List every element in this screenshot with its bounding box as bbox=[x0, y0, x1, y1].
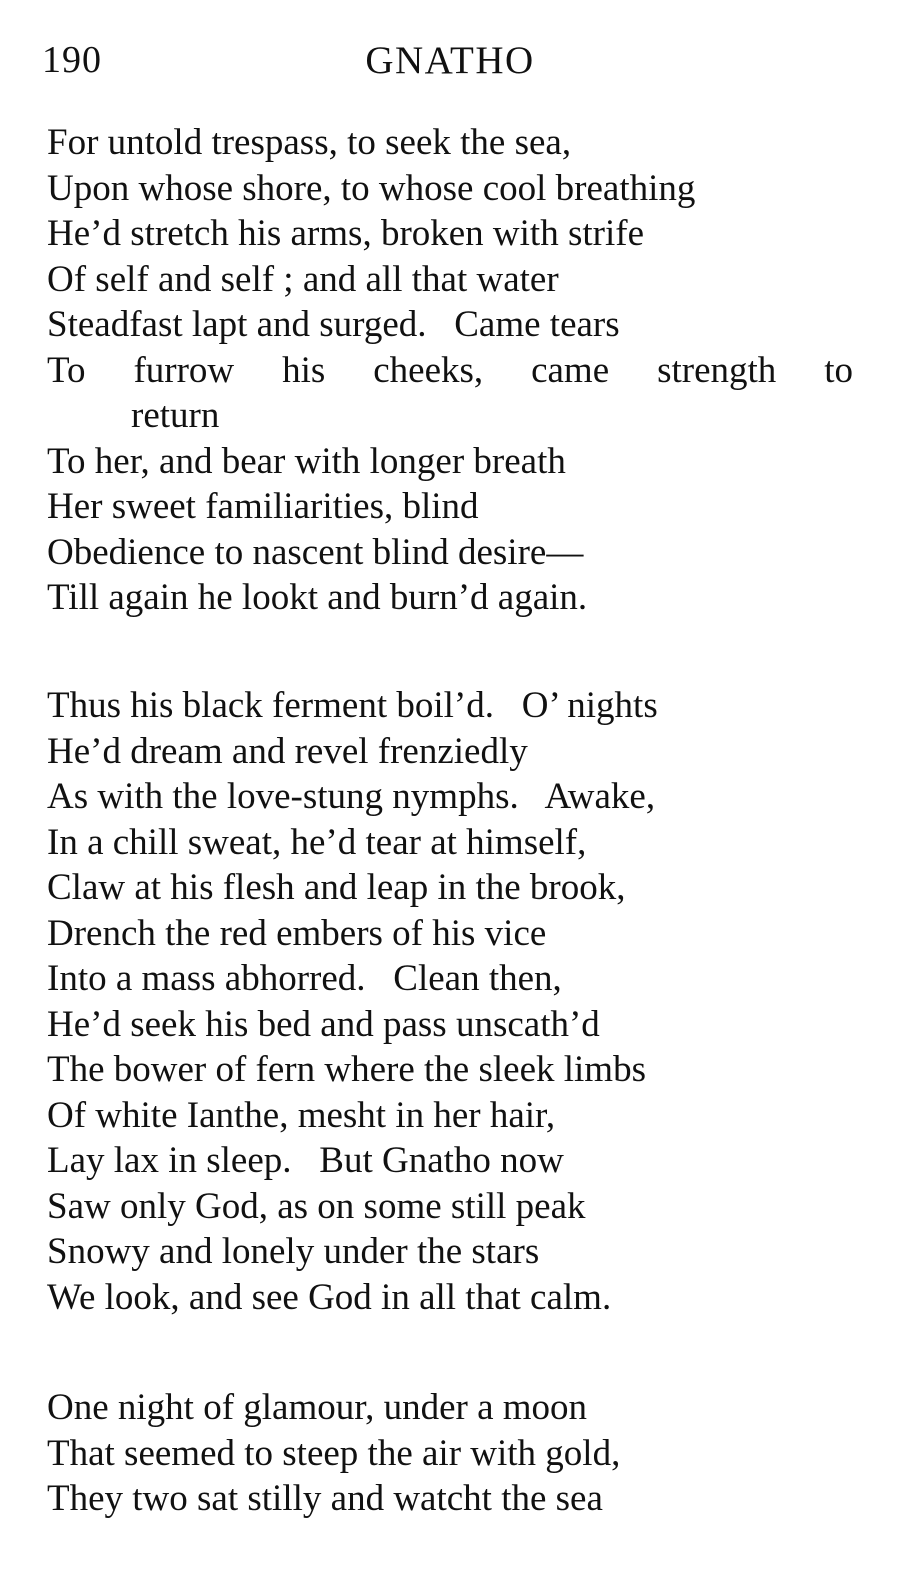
verse-line: He’d stretch his arms, broken with strife bbox=[47, 213, 644, 254]
verse-word: furrow bbox=[133, 349, 235, 391]
verse-line: Saw only God, as on some still peak bbox=[47, 1185, 586, 1227]
running-head-title: GNATHO bbox=[365, 39, 535, 82]
verse-line: He’d seek his bed and pass unscath’d bbox=[47, 1003, 600, 1045]
verse-word: cheeks, bbox=[373, 349, 484, 391]
page-number: 190 bbox=[42, 39, 102, 81]
verse-line: Snowy and lonely under the stars bbox=[47, 1231, 540, 1272]
verse-word: strength bbox=[657, 349, 777, 391]
verse-line: Thus his black ferment boil’d. O’ nights bbox=[47, 685, 658, 726]
verse-line: Claw at his flesh and leap in the brook, bbox=[47, 867, 626, 908]
verse-line: Till again he lookt and burn’d again. bbox=[47, 577, 588, 618]
verse-line: They two sat stilly and watcht the sea bbox=[47, 1478, 603, 1519]
verse-line: In a chill sweat, he’d tear at himself, bbox=[47, 821, 587, 863]
verse-line: We look, and see God in all that calm. bbox=[47, 1276, 612, 1318]
verse-line: Steadfast lapt and surged. Came tears bbox=[47, 304, 620, 345]
verse-line: Her sweet familiarities, blind bbox=[47, 486, 479, 527]
verse-line: The bower of fern where the sleek limbs bbox=[47, 1049, 646, 1090]
verse-line: That seemed to steep the air with gold, bbox=[47, 1432, 621, 1474]
verse-word: to bbox=[824, 349, 853, 391]
verse-word: To bbox=[47, 349, 86, 391]
verse-line: Lay lax in sleep. But Gnatho now bbox=[47, 1140, 564, 1181]
verse-line: Of white Ianthe, mesht in her hair, bbox=[47, 1094, 556, 1136]
verse-line-turnover: return bbox=[131, 395, 220, 436]
verse-line: For untold trespass, to seek the sea, bbox=[47, 122, 572, 163]
stanza-3 bbox=[47, 1385, 877, 1522]
verse-line: One night of glamour, under a moon bbox=[47, 1387, 588, 1428]
verse-line: Into a mass abhorred. Clean then, bbox=[47, 958, 562, 999]
verse-line: Of self and self ; and all that water bbox=[47, 258, 559, 300]
verse-line: Upon whose shore, to whose cool breathing bbox=[47, 167, 696, 209]
verse-word: came bbox=[531, 349, 610, 391]
stanza-2 bbox=[47, 683, 877, 1320]
verse-line: To her, and bear with longer breath bbox=[47, 440, 566, 482]
verse-line: As with the love-stung nymphs. Awake, bbox=[47, 776, 656, 817]
verse-line: He’d dream and revel frenziedly bbox=[47, 730, 528, 772]
verse-line: Obedience to nascent blind desire— bbox=[47, 531, 584, 573]
stanza-1 bbox=[47, 120, 877, 621]
verse-word: his bbox=[282, 349, 326, 391]
verse-line-justified bbox=[47, 348, 853, 394]
verse-line: Drench the red embers of his vice bbox=[47, 912, 547, 954]
